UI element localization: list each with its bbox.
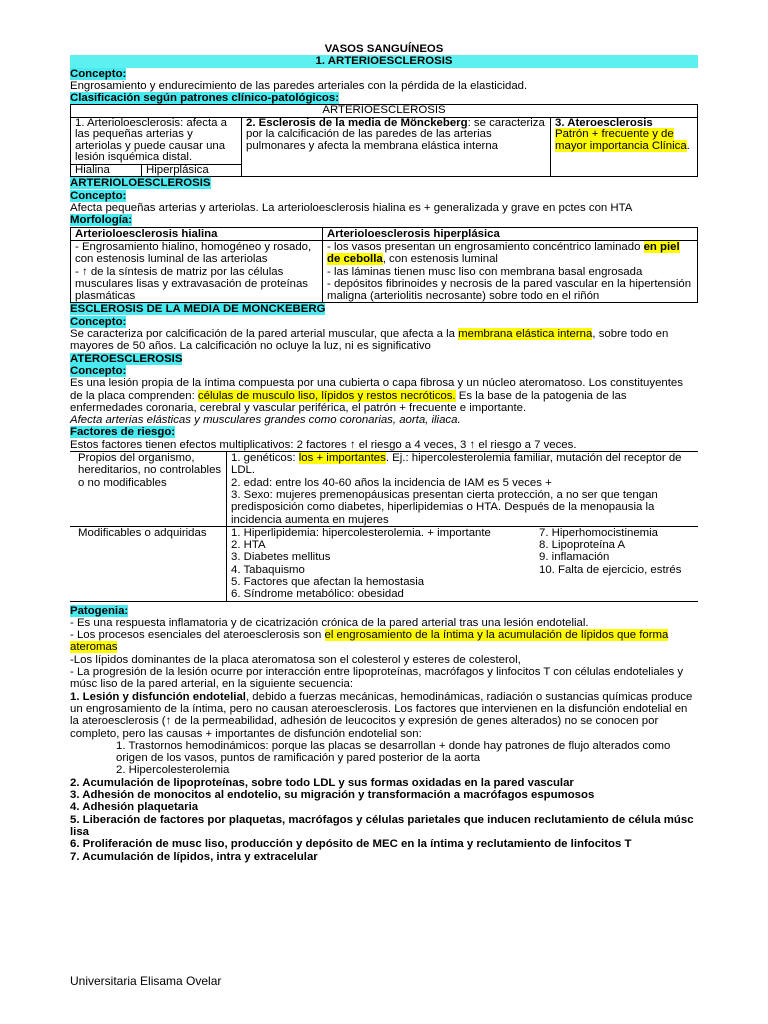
- step-3: 3. Adhesión de monocitos al endotelio, su migración y transformación a macrófagos espumosos: [70, 789, 595, 802]
- sub-hialina: Hialina: [71, 164, 142, 176]
- step-7: 7. Acumulación de lípidos, intra y extracelular: [70, 850, 318, 863]
- col-hialina-header: Arterioloesclerosis hialina: [71, 227, 323, 240]
- morfologia-table: [70, 227, 698, 304]
- concepto3-text: Se caracteriza por calcificación de la pared arterial muscular, que afecta a la membrana elástica interna, sobre todo en mayores de 50 años. La calcificación no ocluye la luz, ni es significativo: [70, 328, 669, 353]
- morfologia-label: Morfología:: [70, 214, 133, 227]
- table-header: ARTERIOESCLEROSIS: [71, 105, 698, 118]
- concepto4-text: Es una lesión propia de la íntima compuesta por una cubierta o capa fibrosa y un núcleo ateromatoso. Los constituyentes de la placa comprenden: células de musculo liso, lípidos y restos necróticos. Es la base de la patogenia de las enfermedades coronaria, cerebral y vascular periférica, el patrón + frecuente e importante. Afecta arterias elásticas y musculares grandes como coronarias, aorta, iliaca.: [70, 377, 683, 427]
- col-hiperplasica-body: - los vasos presentan un engrosamiento concéntrico laminado en piel de cebolla, con estenosis luminal - las láminas tienen musc liso con membrana basal engrosada - depósitos fibrinoides y necrosis de la pared vascular en la hipertensión maligna (arteriolitis necrosante) sobre todo en el riñón: [323, 240, 698, 302]
- cell-monckeberg: 2. Esclerosis de la media de Mönckeberg: se caracteriza por la calcificación de las paredes de las arterias pulmonares y afecta la membrana elástica interna: [242, 117, 551, 177]
- concepto-text: Engrosamiento y endurecimiento de las paredes arteriales con la pérdida de la elasticidad.: [70, 79, 528, 92]
- factor-row1-label: Propios del organismo, hereditarios, no controlables o no modificables: [70, 452, 227, 527]
- page-footer: Universitaria Elisama Ovelar: [70, 974, 222, 988]
- col-hialina-body: - Engrosamiento hialino, homogéneo y rosado, con estenosis luminal de las arteriolas - ↑ de la síntesis de matriz por las células musculares lisas y extravasación de proteínas plasmáticas: [71, 240, 323, 302]
- concepto2-text: Afecta pequeñas arterias y arteriolas. La arterioloesclerosis hialina es + generalizada y grave en pctes con HTA: [70, 202, 633, 215]
- cell-ateroesclerosis: 3. Ateroesclerosis Patrón + frecuente y de mayor importancia Clínica.: [551, 117, 698, 177]
- arterioloesclerosis-title: ARTERIOLOESCLEROSIS: [70, 177, 211, 190]
- factor-row2-left: 1. Hiperlipidemia: hipercolesterolemia. + importante 2. HTA 3. Diabetes mellitus 4. Tabaquismo 5. Factores que afectan la hemostasia 6. Síndrome metabólico: obesidad: [227, 526, 536, 601]
- concepto3-label: Concepto:: [70, 315, 127, 328]
- concepto-label: Concepto:: [70, 67, 127, 80]
- step-1-sub-2: 2. Hipercolesterolemia: [116, 764, 230, 777]
- factores-label: Factores de riesgo:: [70, 426, 176, 439]
- section-arterioesclerosis: 1. ARTERIOESCLEROSIS: [70, 55, 698, 67]
- patogenia-2: - Los procesos esenciales del ateroesclerosis son el engrosamiento de la íntima y la acumulación de lípidos que forma ateromas: [70, 629, 669, 654]
- cell-arterioloesclerosis: 1. Arterioloesclerosis: afecta a las pequeñas arterias y arteriolas y puede causar una lesión isquémica distal. Hialina Hiperplásica: [71, 117, 242, 177]
- concepto2-label: Concepto:: [70, 189, 127, 202]
- step-5: 5. Liberación de factores por plaquetas, macrófagos y células parietales que inducen reclutamiento de célula músc lisa: [70, 813, 694, 838]
- step-2: 2. Acumulación de lipoproteínas, sobre todo LDL y sus formas oxidadas en la pared vascular: [70, 776, 574, 789]
- patogenia-3: -Los lípidos dominantes de la placa ateromatosa son el colesterol y esteres de colesterol,: [70, 653, 521, 666]
- patogenia-4: - La progresión de la lesión ocurre por interacción entre lipoproteínas, macrófagos y linfocitos T con células endoteliales y músc liso de la pared arterial, en la siguiente secuencia:: [70, 666, 684, 691]
- factor-row2-right: 7. Hiperhomocistinemia 8. Lipoproteína A 9. inflamación 10. Falta de ejercicio, estrés: [535, 526, 698, 601]
- document-page: [70, 43, 698, 863]
- doc-title: VASOS SANGUÍNEOS: [324, 43, 444, 55]
- step-1: 1. Lesión y disfunción endotelial, debido a fuerzas mecánicas, hemodinámicas, radiación o sustancias químicas produce un engrosamiento de la íntima, pero no causan ateroesclerosis. Los factores que intervienen en la disfunción endotelial en la ateroesclerosis (↑ de la permeabilidad, adhesión de leucocitos y expresión de genes alterados) no se conocen por completo, pero las causas + importantes de disfunción endotelial son:: [70, 690, 693, 740]
- sub-hiperplasica: Hiperplásica: [142, 164, 242, 176]
- step-6: 6. Proliferación de musc liso, producción y depósito de MEC en la íntima y reclutamiento de linfocitos T: [70, 838, 632, 851]
- patogenia-label: Patogenia:: [70, 604, 129, 617]
- clasificacion-label: Clasificación según patrones clínico-patológicos:: [70, 92, 339, 105]
- step-4: 4. Adhesión plaquetaria: [70, 801, 199, 814]
- factor-row1-body: 1. genéticos: los + importantes. Ej.: hipercolesterolemia familiar, mutación del receptor de LDL. 2. edad: entre los 40-60 años la incidencia de IAM es 5 veces + 3. Sexo: mujeres premenopáusicas presentan cierta protección, a no ser que tengan predisposición como diabetes, hiperlipidemias o HTA. Después de la menopausia la incidencia aumenta en mujeres: [227, 452, 699, 527]
- col-hiperplasica-header: Arterioloesclerosis hiperplásica: [323, 227, 698, 240]
- factor-row2-label: Modificables o adquiridas: [70, 526, 227, 601]
- classification-table: [70, 104, 698, 177]
- factores-text: Estos factores tienen efectos multiplicativos: 2 factores ↑ el riesgo a 4 veces, 3 ↑ el riesgo a 7 veces.: [70, 438, 577, 451]
- ateroesclerosis-title: ATEROESCLEROSIS: [70, 352, 183, 365]
- monckeberg-title: ESCLEROSIS DE LA MEDIA DE MONCKEBERG: [70, 303, 326, 316]
- step-1-sub-1: 1. Trastornos hemodinámicos: porque las placas se desarrollan + donde hay patrones de flujo alterados como origen de los vasos, puntos de ramificación y pared posterior de la aorta: [116, 739, 671, 765]
- patogenia-1: - Es una respuesta inflamatoria y de cicatrización crónica de la pared arterial tras una lesión endotelial.: [70, 616, 589, 629]
- factores-table: [70, 451, 698, 602]
- concepto4-label: Concepto:: [70, 364, 127, 377]
